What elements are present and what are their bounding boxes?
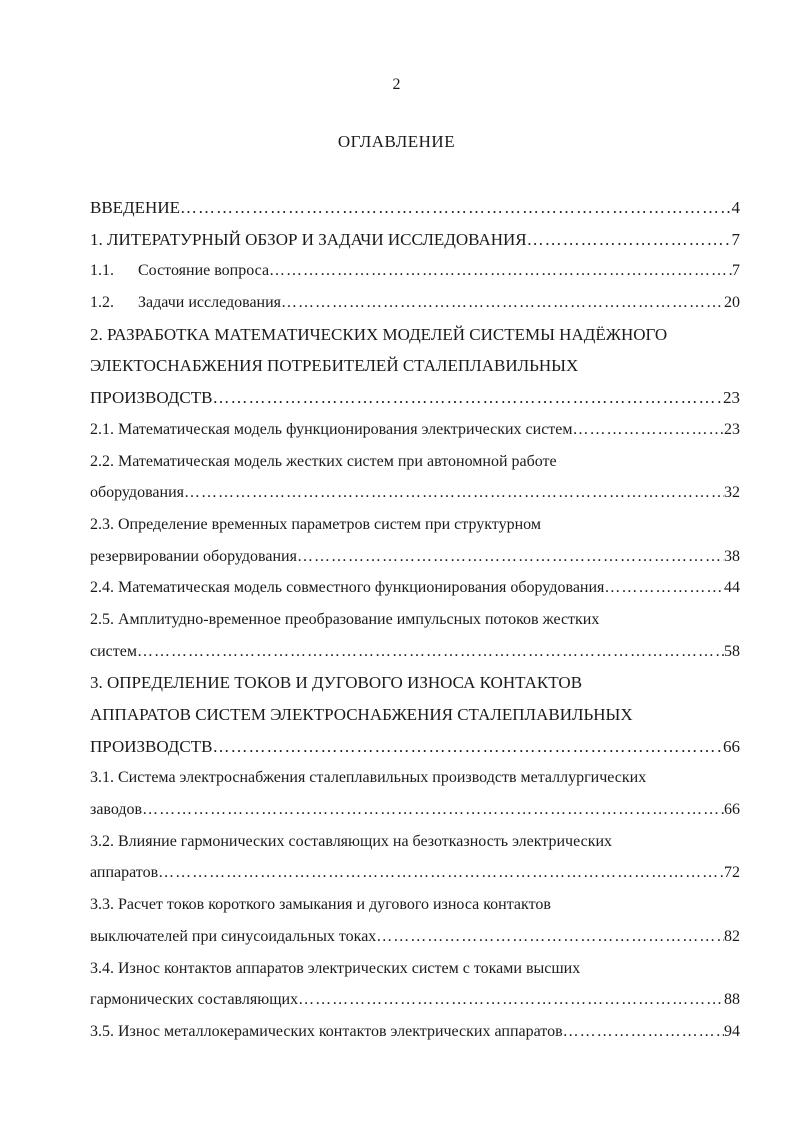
toc-entry <box>90 192 740 224</box>
toc-entry-text <box>90 255 269 287</box>
toc-entry-label: ПРОИЗВОДСТВ <box>90 388 213 408</box>
toc-entry-text <box>90 953 580 985</box>
toc-entry-number: 1.1. <box>90 262 114 280</box>
toc-entry-label: 2.2. Математическая модель жестких систем при автономной работе <box>90 452 557 470</box>
toc-entry-label: 3.2. Влияние гармонических составляющих на безотказность электрических <box>90 832 613 850</box>
toc-entry-label: гармонических составляющих <box>90 991 299 1009</box>
toc-entry-text <box>90 541 297 573</box>
toc-leader-dots <box>269 255 732 287</box>
toc-entry-page: 66 <box>723 736 740 756</box>
toc-entry <box>90 636 740 668</box>
toc-entry-text <box>90 699 633 731</box>
toc-entry-page: 66 <box>724 801 740 819</box>
toc-entry-text <box>90 857 158 889</box>
toc-entry-text <box>90 224 527 256</box>
toc-entry-text <box>90 446 557 478</box>
toc-entry <box>90 731 740 763</box>
toc-entry-label: Задачи исследования <box>138 294 282 312</box>
toc-entry <box>90 1016 740 1048</box>
toc-entry <box>90 953 740 985</box>
toc-entry <box>90 794 740 826</box>
toc-entry-text <box>90 889 551 921</box>
toc-entry-text <box>90 572 604 604</box>
toc-entry-text <box>90 667 582 699</box>
toc-entry-label: выключателей при синусоидальных токах <box>90 927 377 945</box>
toc-entry-label: 3. ОПРЕДЕЛЕНИЕ ТОКОВ И ДУГОВОГО ИЗНОСА КОНТАКТОВ <box>90 673 583 693</box>
toc-entry-page: 4 <box>731 198 740 217</box>
toc-leader-dots <box>137 636 724 668</box>
toc-entry <box>90 699 740 731</box>
toc-entry-text <box>90 636 137 668</box>
toc-entry <box>90 287 740 319</box>
toc-entry-text <box>90 762 646 794</box>
toc-entry-label: 2.1. Математическая модель функционирования электрических систем <box>90 420 573 438</box>
toc-entry <box>90 224 740 256</box>
toc-entry-number: 1.2. <box>90 294 114 312</box>
toc-entry <box>90 414 740 446</box>
toc-entry-page: 23 <box>724 420 740 438</box>
toc-leader-dots <box>573 414 724 446</box>
toc-title: ОГЛАВЛЕНИЕ <box>337 132 456 151</box>
toc-leader-dots <box>376 921 724 953</box>
toc-entry-text <box>90 509 541 541</box>
toc-entry <box>90 572 740 604</box>
toc-entry-text <box>90 731 212 763</box>
toc-entry-text <box>90 826 612 858</box>
toc-entry-label: 2. РАЗРАБОТКА МАТЕМАТИЧЕСКИХ МОДЕЛЕЙ СИСТЕМЫ НАДЁЖНОГО <box>90 324 668 344</box>
toc-entry-page: 7 <box>732 262 740 280</box>
toc-entry-label: 2.5. Амплитудно-временное преобразование импульсных потоков жестких <box>90 610 600 628</box>
toc-entry-text <box>90 287 281 319</box>
toc-entry-label: 2.3. Определение временных параметров систем при структурном <box>90 515 541 533</box>
toc-entry-page: 7 <box>731 229 740 249</box>
toc-leader-dots <box>142 794 724 826</box>
page-number: 2 <box>392 76 401 93</box>
toc-entry-label: 3.5. Износ металлокерамических контактов электрических аппаратов <box>90 1022 563 1040</box>
toc-leader-dots <box>604 572 724 604</box>
toc-entry <box>90 604 740 636</box>
toc-entry-label: ВВЕДЕНИЕ <box>90 198 180 217</box>
toc-entry <box>90 350 740 382</box>
toc-entry-text <box>90 319 667 351</box>
toc-leader-dots <box>298 984 724 1016</box>
toc-entry <box>90 477 740 509</box>
toc-entry-label: резервировании оборудования <box>90 547 297 565</box>
toc-entry <box>90 857 740 889</box>
toc-leader-dots <box>212 731 723 763</box>
toc-entry-text <box>90 192 180 224</box>
toc-entry-label: 3.4. Износ контактов аппаратов электрических систем с токами высших <box>90 959 581 977</box>
toc-leader-dots <box>212 382 723 414</box>
toc-leader-dots <box>180 192 732 224</box>
toc-leader-dots <box>281 287 724 319</box>
toc-entry-page: 44 <box>724 579 740 597</box>
toc-entry-text <box>90 794 142 826</box>
toc-entry-page: 38 <box>724 547 740 565</box>
toc-entry-text <box>90 350 578 382</box>
toc-entry <box>90 984 740 1016</box>
toc-entry-page: 58 <box>724 642 740 660</box>
toc-entry-label: аппаратов <box>90 864 159 882</box>
toc-entry-text <box>90 984 298 1016</box>
toc-leader-dots <box>297 541 724 573</box>
toc-entry <box>90 889 740 921</box>
toc-entry-label: Состояние вопроса <box>138 262 270 280</box>
toc-entry-label: АППАРАТОВ СИСТЕМ ЭЛЕКТРОСНАБЖЕНИЯ СТАЛЕПЛАВИЛЬНЫХ <box>90 705 633 724</box>
toc-entry <box>90 319 740 351</box>
toc-leader-dots <box>563 1016 724 1048</box>
toc-leader-dots <box>184 477 724 509</box>
toc-entry-text <box>90 1016 563 1048</box>
toc-entry-label: 3.3. Расчет токов короткого замыкания и дугового износа контактов <box>90 896 551 914</box>
toc-entry-label: заводов <box>90 801 143 819</box>
toc-entry <box>90 921 740 953</box>
toc-entry-label: 3.1. Система электроснабжения сталеплавильных производств металлургических <box>90 769 647 787</box>
toc-entry-page: 32 <box>724 484 740 502</box>
toc-entry-page: 20 <box>724 294 740 312</box>
toc-entry-page: 72 <box>724 864 740 882</box>
toc-entry-page: 23 <box>723 388 740 408</box>
toc-entry-label: оборудования <box>90 484 184 502</box>
toc-entry-label: ЭЛЕКТОСНАБЖЕНИЯ ПОТРЕБИТЕЛЕЙ СТАЛЕПЛАВИЛЬНЫХ <box>90 356 579 376</box>
toc-entry <box>90 446 740 478</box>
toc-entry-label: 2.4. Математическая модель совместного функционирования оборудования <box>90 579 605 597</box>
toc-entry <box>90 382 740 414</box>
toc-entry <box>90 762 740 794</box>
toc-entry-label: систем <box>90 642 137 660</box>
toc-entry-page: 82 <box>724 927 740 945</box>
toc-entry-text <box>90 921 376 953</box>
table-of-contents <box>90 192 740 1048</box>
toc-entry <box>90 509 740 541</box>
toc-entry-page: 94 <box>724 1022 740 1040</box>
toc-entry-label: ПРОИЗВОДСТВ <box>90 736 213 756</box>
toc-entry-text <box>90 477 184 509</box>
toc-entry <box>90 667 740 699</box>
toc-leader-dots <box>527 224 732 256</box>
toc-entry <box>90 541 740 573</box>
toc-entry <box>90 255 740 287</box>
toc-leader-dots <box>158 857 724 889</box>
toc-entry-text <box>90 414 573 446</box>
toc-entry-label: 1. ЛИТЕРАТУРНЫЙ ОБЗОР И ЗАДАЧИ ИССЛЕДОВАНИЯ <box>90 229 527 249</box>
toc-entry <box>90 826 740 858</box>
toc-entry-text <box>90 604 599 636</box>
toc-entry-text <box>90 382 212 414</box>
toc-entry-page: 88 <box>724 991 740 1009</box>
